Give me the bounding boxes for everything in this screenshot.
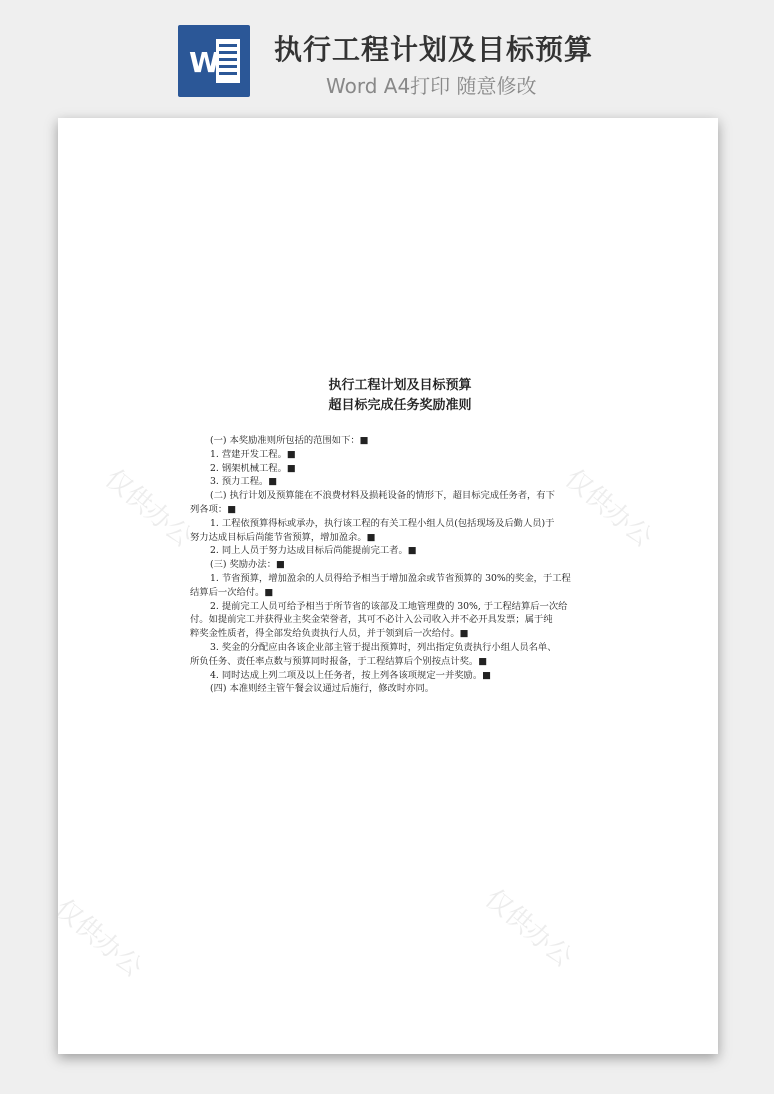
document-body: [190, 434, 610, 696]
paragraph-line: 2. 钢架机械工程。■: [210, 462, 296, 474]
paragraph-line: 付。如提前完工并获得业主奖金荣誉者，其可不必计入公司收入并不必开具发票；属于纯: [190, 614, 553, 626]
paragraph-line: 所负任务、责任率点数与预算同时报备，于工程结算后个别按点计奖。■: [190, 655, 487, 667]
document-content: [190, 376, 610, 696]
watermark: 仅供办公: [48, 893, 148, 984]
paragraph-line: 努力达成目标后尚能节省预算，增加盈余。■: [190, 531, 376, 543]
paragraph-line: 结算后一次给付。■: [190, 586, 274, 598]
document-page: [48, 118, 718, 1054]
paragraph-line: 1. 营建开发工程。■: [210, 448, 296, 460]
paragraph-line: 3. 预力工程。■: [210, 476, 278, 488]
watermark: 仅供办公: [478, 883, 578, 974]
watermark: 仅供办公: [558, 463, 658, 554]
paragraph-line: 2. 提前完工人员可给予相当于所节省的该部及工地管理费的 30%, 于工程结算后一次给: [210, 600, 568, 612]
word-icon: [178, 25, 250, 97]
logo-letter: W: [189, 46, 220, 79]
paragraph-line: 3. 奖金的分配应由各该企业部主管于提出预算时，列出指定负责执行小组人员名单、: [210, 641, 557, 653]
document-subheading: 超目标完成任务奖励准则: [328, 398, 472, 413]
paragraph-line: 1. 节省预算，增加盈余的人员得给予相当于增加盈余或节省预算的 30%的奖金，于工程: [210, 572, 571, 584]
paragraph-line: (一) 本奖励准则所包括的范围如下：■: [210, 435, 369, 446]
paragraph-line: 粹奖金性质者，得全部发给负责执行人员，并于领到后一次给付。■: [190, 628, 469, 640]
paragraph-line: 列各项：■: [190, 503, 236, 515]
paragraph-line: 2. 同上人员于努力达成目标后尚能提前完工者。■: [210, 545, 417, 557]
watermark: 仅供办公: [98, 463, 198, 554]
paragraph-line: (二) 执行计划及预算能在不浪费材料及损耗设备的情形下，超目标完成任务者，有下: [210, 490, 555, 502]
header: [0, 0, 774, 112]
document-heading: 执行工程计划及目标预算: [328, 378, 472, 393]
paragraph-line: 4. 同时达成上列二项及以上任务者，按上列各该项规定一并奖励。■: [210, 669, 491, 681]
paragraph-line: 1. 工程依预算得标或承办，执行该工程的有关工程小组人员(包括现场及后勤人员)于: [210, 517, 555, 529]
page-subtitle: Word A4打印 随意修改: [326, 74, 537, 98]
paragraph-line: (三) 奖励办法：■: [210, 559, 285, 571]
page-title: 执行工程计划及目标预算: [274, 33, 594, 66]
paragraph-line: (四) 本准则经主管午餐会议通过后施行，修改时亦同。: [210, 683, 435, 695]
